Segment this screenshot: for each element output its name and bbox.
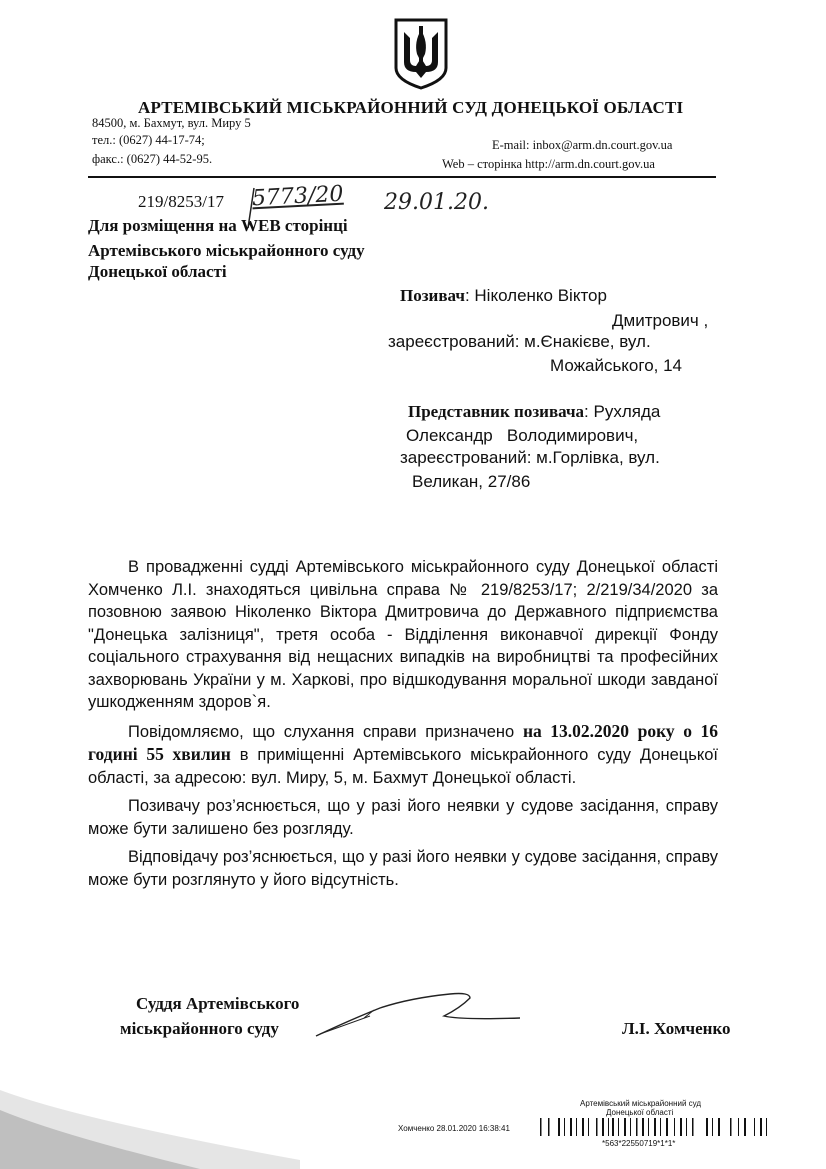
court-email: E-mail: inbox@arm.dn.court.gov.ua xyxy=(492,138,673,152)
court-phone: тел.: (0627) 44-17-74; xyxy=(92,133,205,147)
plaintiff-street: Можайського, 14 xyxy=(550,356,683,375)
notice-paragraph-2: Повідомляємо, що слухання справи призначено на 13.02.2020 року о 16 годині 55 хвилин в приміщенні Артемівського міськрайонного суду Донецької області, за адресою: вул. Миру, 5, м. Бахмут Донецької області. xyxy=(88,720,719,787)
hearing-datetime: на 13.02.2020 року о 16 годині 55 хвилин xyxy=(88,720,718,764)
signature-title-line-2: міськрайонного суду xyxy=(120,1019,279,1038)
plaintiff-name: : Ніколенко Віктор xyxy=(464,286,607,305)
placement-line-1: Для розміщення на WEB сторінці xyxy=(88,216,348,235)
handwritten-date: 29.01.20. xyxy=(384,190,489,215)
court-fax: факс.: (0627) 44-52-95. xyxy=(92,152,213,166)
placement-line-2: Артемівського міськрайонного суду xyxy=(88,241,365,260)
scan-noise xyxy=(0,1080,300,1169)
plaintiff-label: Позивач xyxy=(400,286,465,305)
plaintiff-registered: зареєстрований: м.Єнакієве, вул. xyxy=(388,332,651,351)
stamp-timestamp: Хомченко 28.01.2020 16:38:41 xyxy=(398,1124,510,1133)
stamp-court-line-1: Артемівський міськрайонний суд xyxy=(580,1099,702,1108)
representative-name: : Рухляда xyxy=(584,402,661,421)
representative-line-1 xyxy=(408,402,660,422)
handwritten-number: 5773/20 xyxy=(251,181,344,212)
signature-title-line-1: Суддя Артемівського xyxy=(136,994,300,1013)
notice-paragraph-3: Позивачу роз’яснюється, що у разі його неявки у судове засідання, справу може бути залишено без розгляду. xyxy=(88,797,718,838)
representative-street: Великан, 27/86 xyxy=(412,472,531,491)
notice-paragraph-1: В провадженні судді Артемівського міськрайонного суду Донецької області Хомченко Л.І. знаходяться цивільна справа № 219/8253/17; 2/219/34/2020 за позовною заявою Ніколенко Віктора Дмитровича до Державного підприємства "Донецька залізниця", третя особа - Відділення виконавчої дирекції Фонду соціального страхування від нещасних випадків на виробництві та професійних захворювань України у м. Харкові, про відшкодування моральної шкоди завданої ушкодженням здоров`я. xyxy=(88,558,718,711)
representative-patronymic: Олександр Володимирович, xyxy=(406,426,639,445)
coat-of-arms-icon xyxy=(392,18,450,90)
case-number: 219/8253/17 xyxy=(138,192,224,211)
court-website: Web – сторінка http://arm.dn.court.gov.ua xyxy=(442,157,655,171)
placement-line-3: Донецької області xyxy=(88,262,227,281)
plaintiff-line-1 xyxy=(400,286,607,306)
court-name: АРТЕМІВСЬКИЙ МІСЬКРАЙОННИЙ СУД ДОНЕЦЬКОЇ ОБЛАСТІ xyxy=(138,98,684,117)
plaintiff-patronymic: Дмитрович , xyxy=(612,311,709,330)
representative-registered: зареєстрований: м.Горлівка, вул. xyxy=(400,448,660,467)
barcode-number: *563*22550719*1*1* xyxy=(602,1139,676,1148)
representative-label: Представник позивача xyxy=(408,402,585,421)
header-divider xyxy=(88,176,716,178)
court-address: 84500, м. Бахмут, вул. Миру 5 xyxy=(92,116,251,130)
notice-paragraph-4: Відповідачу роз’яснюється, що у разі його неявки у судове засідання, справу може бути розглянуто у його відсутність. xyxy=(88,848,718,889)
judge-name: Л.І. Хомченко xyxy=(622,1019,731,1038)
barcode-icon xyxy=(540,1116,768,1138)
judge-signature xyxy=(310,990,530,1040)
stamp-court-line-2: Донецької області xyxy=(606,1108,674,1117)
notice-body xyxy=(88,556,718,891)
